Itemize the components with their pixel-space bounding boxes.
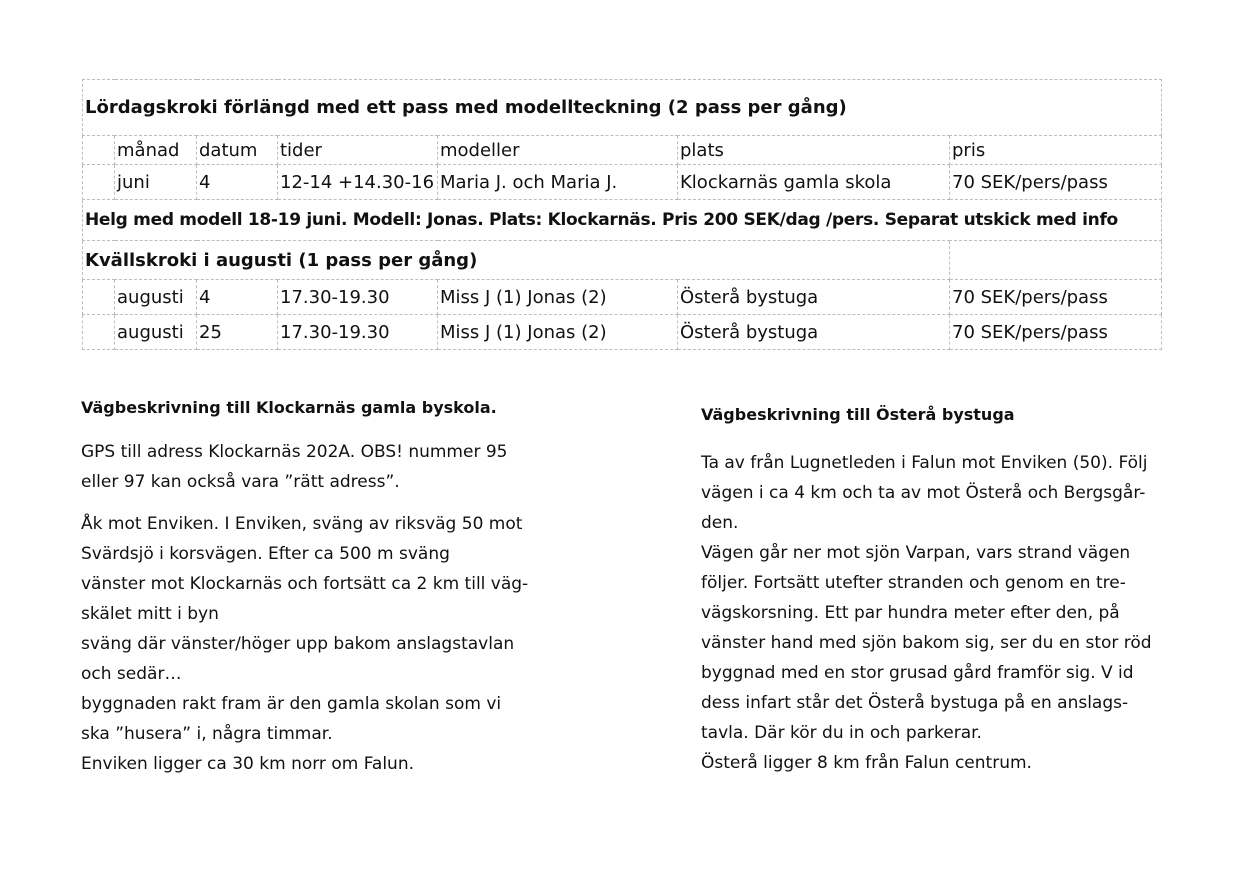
cell-pris: 70 SEK/pers/pass <box>950 315 1162 350</box>
cell-manad: augusti <box>115 315 197 350</box>
directions-line: Österå ligger 8 km från Falun centrum. <box>701 753 1032 773</box>
directions-line: följer. Fortsätt utefter stranden och genom en tre- <box>701 573 1126 593</box>
directions-line: sväng där vänster/höger upp bakom anslagstavlan <box>81 634 515 654</box>
section-title-kvallskroki: Kvällskroki i augusti (1 pass per gång) <box>83 241 950 280</box>
directions-line: tavla. Där kör du in och parkerar. <box>701 723 982 743</box>
cell-manad: juni <box>115 165 197 200</box>
directions-paragraph <box>81 437 551 497</box>
section-title-lordagskroki: Lördagskroki förlängd med ett pass med modellteckning (2 pass per gång) <box>83 80 1162 136</box>
col-header-tider: tider <box>278 136 438 165</box>
directions-line: den. <box>701 513 739 533</box>
directions-line: eller 97 kan också vara ”rätt adress”. <box>81 472 400 492</box>
section-title-row <box>83 80 1162 136</box>
cell-pris: 70 SEK/pers/pass <box>950 165 1162 200</box>
directions-line: Ta av från Lugnetleden i Falun mot Enviken (50). Följ <box>701 453 1148 473</box>
col-header-datum: datum <box>197 136 278 165</box>
directions-line: Åk mot Enviken. I Enviken, sväng av riksväg 50 mot <box>81 514 523 534</box>
directions-line: ska ”husera” i, några timmar. <box>81 724 333 744</box>
directions-ostera-heading: Vägbeskrivning till Österå bystuga <box>701 405 1015 424</box>
directions-line: dess infart står det Österå bystuga på en anslags- <box>701 693 1129 713</box>
col-header-plats: plats <box>678 136 950 165</box>
cell-modeller: Miss J (1) Jonas (2) <box>438 315 678 350</box>
schedule-table <box>82 79 1162 350</box>
cell-datum: 25 <box>197 315 278 350</box>
cell-tider: 12-14 +14.30-16 <box>278 165 438 200</box>
directions-line: Vägen går ner mot sjön Varpan, vars strand vägen <box>701 543 1131 563</box>
table-row <box>83 315 1162 350</box>
cell-datum: 4 <box>197 280 278 315</box>
directions-line: vägskorsning. Ett par hundra meter efter den, på <box>701 603 1120 623</box>
helg-row <box>83 200 1162 241</box>
directions-ostera <box>701 402 1171 778</box>
directions-line: vänster mot Klockarnäs och fortsätt ca 2 km till väg- <box>81 574 529 594</box>
directions-line: GPS till adress Klockarnäs 202A. OBS! nummer 95 <box>81 442 508 462</box>
table-row <box>83 280 1162 315</box>
directions-line: vänster hand med sjön bakom sig, ser du en stor röd <box>701 633 1152 653</box>
cell-modeller: Miss J (1) Jonas (2) <box>438 280 678 315</box>
cell-manad: augusti <box>115 280 197 315</box>
directions-line: Enviken ligger ca 30 km norr om Falun. <box>81 754 415 774</box>
col-header-modeller: modeller <box>438 136 678 165</box>
cell-plats: Österå bystuga <box>678 315 950 350</box>
directions-klockarnas-heading: Vägbeskrivning till Klockarnäs gamla byskola. <box>81 398 497 417</box>
section-title-row <box>83 241 1162 280</box>
directions-line: skälet mitt i byn <box>81 604 219 624</box>
cell-plats: Klockarnäs gamla skola <box>678 165 950 200</box>
col-header-pris: pris <box>950 136 1162 165</box>
cell-tider: 17.30-19.30 <box>278 315 438 350</box>
directions-paragraph <box>701 448 1171 778</box>
directions-line: och sedär… <box>81 664 182 684</box>
cell-pris: 70 SEK/pers/pass <box>950 280 1162 315</box>
directions-line: Svärdsjö i korsvägen. Efter ca 500 m sväng <box>81 544 450 564</box>
cell-plats: Österå bystuga <box>678 280 950 315</box>
directions-line: byggnad med en stor grusad gård framför sig. V id <box>701 663 1134 683</box>
directions-line: byggnaden rakt fram är den gamla skolan som vi <box>81 694 502 714</box>
cell-tider: 17.30-19.30 <box>278 280 438 315</box>
helg-announcement: Helg med modell 18-19 juni. Modell: Jonas. Plats: Klockarnäs. Pris 200 SEK/dag /pers. Separat utskick med info <box>83 200 1162 241</box>
table-row <box>83 165 1162 200</box>
cell-datum: 4 <box>197 165 278 200</box>
directions-line: vägen i ca 4 km och ta av mot Österå och Bergsgår- <box>701 483 1146 503</box>
directions-klockarnas <box>81 395 551 779</box>
cell-modeller: Maria J. och Maria J. <box>438 165 678 200</box>
table-header-row <box>83 136 1162 165</box>
col-header-manad: månad <box>115 136 197 165</box>
directions-paragraph <box>81 509 551 779</box>
